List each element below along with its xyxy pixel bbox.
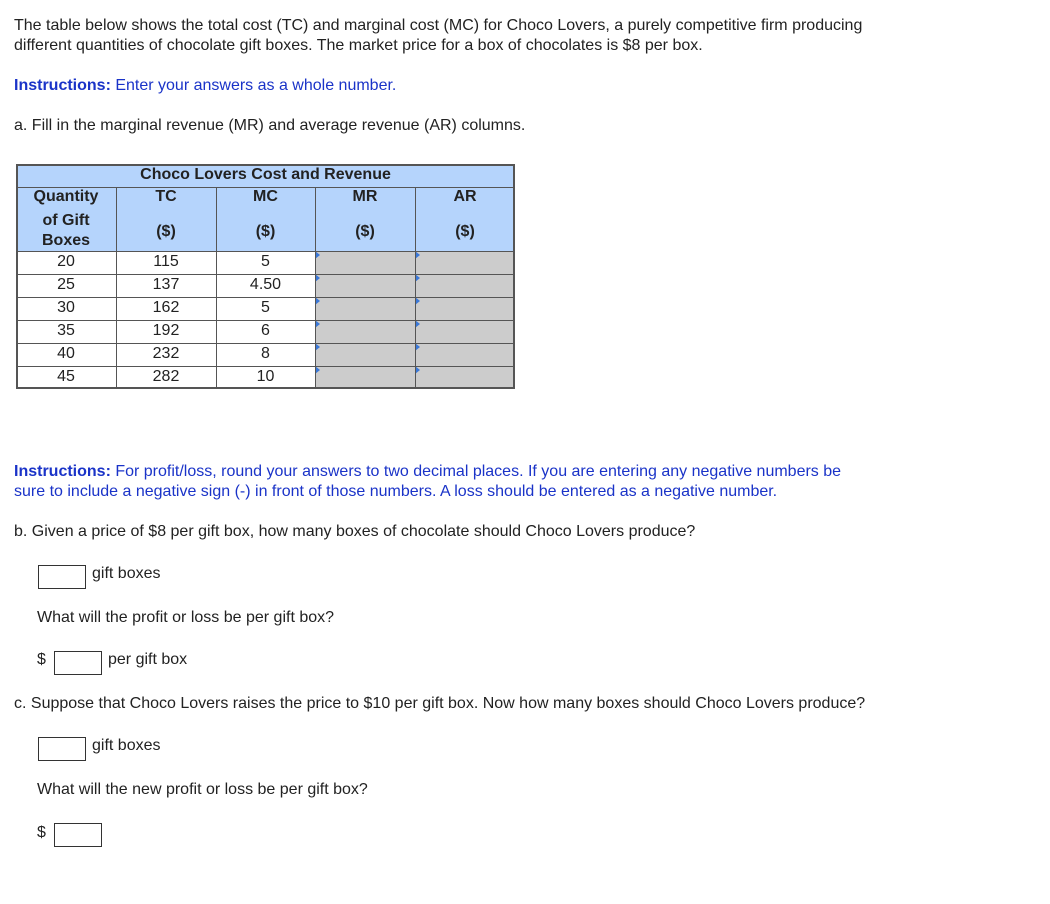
cell-mc: 10 [216,366,315,389]
table-divider [216,187,217,389]
ar-input[interactable] [415,274,515,297]
part-c-quantity-input[interactable] [38,737,86,761]
cell-mc: 4.50 [216,274,315,297]
cell-quantity: 25 [16,274,116,297]
table-title: Choco Lovers Cost and Revenue [16,164,515,187]
header-mr-bottom: ($) [355,223,375,240]
header-mc-bottom: ($) [255,223,276,240]
part-c-unit-label: gift boxes [92,737,161,754]
ar-input[interactable] [415,320,515,343]
part-b-quantity-input[interactable] [38,565,86,589]
part-b-profit-unit: per gift box [108,651,188,668]
mr-input[interactable] [315,274,415,297]
header-mr-top: MR [352,188,378,205]
table-border-bottom [16,387,515,389]
cost-revenue-table [16,164,515,389]
table-divider [16,320,515,321]
cell-tc: 192 [116,320,216,343]
cell-quantity: 20 [16,251,116,274]
mr-input[interactable] [315,297,415,320]
header-tc-bottom: ($) [156,223,176,240]
table-divider [315,187,316,389]
ar-input[interactable] [415,251,515,274]
cell-tc: 115 [116,251,216,274]
part-c-profit-input[interactable] [54,823,102,847]
cell-mc: 5 [216,251,315,274]
table-divider [415,187,416,389]
intro-line-1: The table below shows the total cost (TC) and marginal cost (MC) for Choco Lovers, a purely competitive firm producing [14,17,863,34]
mr-input[interactable] [315,251,415,274]
part-b-question: b. Given a price of $8 per gift box, how many boxes of chocolate should Choco Lovers produce? [14,523,696,540]
ar-input[interactable] [415,366,515,389]
ar-input[interactable] [415,297,515,320]
mr-input[interactable] [315,366,415,389]
header-quantity-top: Quantity [33,188,99,205]
instructions-text: For profit/loss, round your answers to two decimal places. If you are entering any negative numbers be [110,463,842,480]
cell-tc: 162 [116,297,216,320]
part-b-unit-label: gift boxes [92,565,161,582]
table-divider [16,343,515,344]
cell-mc: 5 [216,297,315,320]
table-divider [16,251,515,252]
table-divider [16,297,515,298]
instructions-2-line-2: sure to include a negative sign (-) in front of those numbers. A loss should be entered as a negative number. [14,483,778,500]
table-divider [16,187,515,188]
mr-input[interactable] [315,343,415,366]
cell-quantity: 40 [16,343,116,366]
header-mc-top: MC [253,188,278,205]
cell-tc: 232 [116,343,216,366]
instructions-1 [14,76,396,96]
header-tc-top: TC [155,188,177,205]
table-divider [16,366,515,367]
header-ar-bottom: ($) [455,223,475,240]
ar-input[interactable] [415,343,515,366]
instructions-label: Instructions: [14,463,111,480]
mr-input[interactable] [315,320,415,343]
part-c-question: c. Suppose that Choco Lovers raises the price to $10 per gift box. Now how many boxes should Choco Lovers produce? [14,695,866,712]
cell-mc: 6 [216,320,315,343]
instructions-label: Instructions: [14,77,111,94]
intro-line-2: different quantities of chocolate gift boxes. The market price for a box of chocolates is $8 per box. [14,37,703,54]
header-quantity-bottom: of Gift Boxes [41,212,91,249]
table-border-top [16,164,515,166]
header-ar-top: AR [453,188,477,205]
part-c-currency-label: $ [37,824,46,841]
table-border-left [16,164,18,389]
table-divider [116,187,117,389]
header-mr [315,187,415,251]
cell-tc: 282 [116,366,216,389]
part-b-profit-question: What will the profit or loss be per gift box? [37,609,335,626]
part-c-profit-question: What will the new profit or loss be per gift box? [37,781,368,798]
cell-quantity: 30 [16,297,116,320]
cell-tc: 137 [116,274,216,297]
header-tc [116,187,216,251]
part-b-currency-label: $ [37,651,46,668]
header-ar [415,187,515,251]
header-mc [216,187,315,251]
cell-quantity: 45 [16,366,116,389]
cell-mc: 8 [216,343,315,366]
part-a-question: a. Fill in the marginal revenue (MR) and average revenue (AR) columns. [14,117,526,134]
part-b-profit-input[interactable] [54,651,102,675]
table-divider [16,274,515,275]
header-quantity [16,187,116,251]
table-border-right [513,164,515,389]
cell-quantity: 35 [16,320,116,343]
instructions-2-line-1 [14,462,841,482]
instructions-text: Enter your answers as a whole number. [110,77,397,94]
